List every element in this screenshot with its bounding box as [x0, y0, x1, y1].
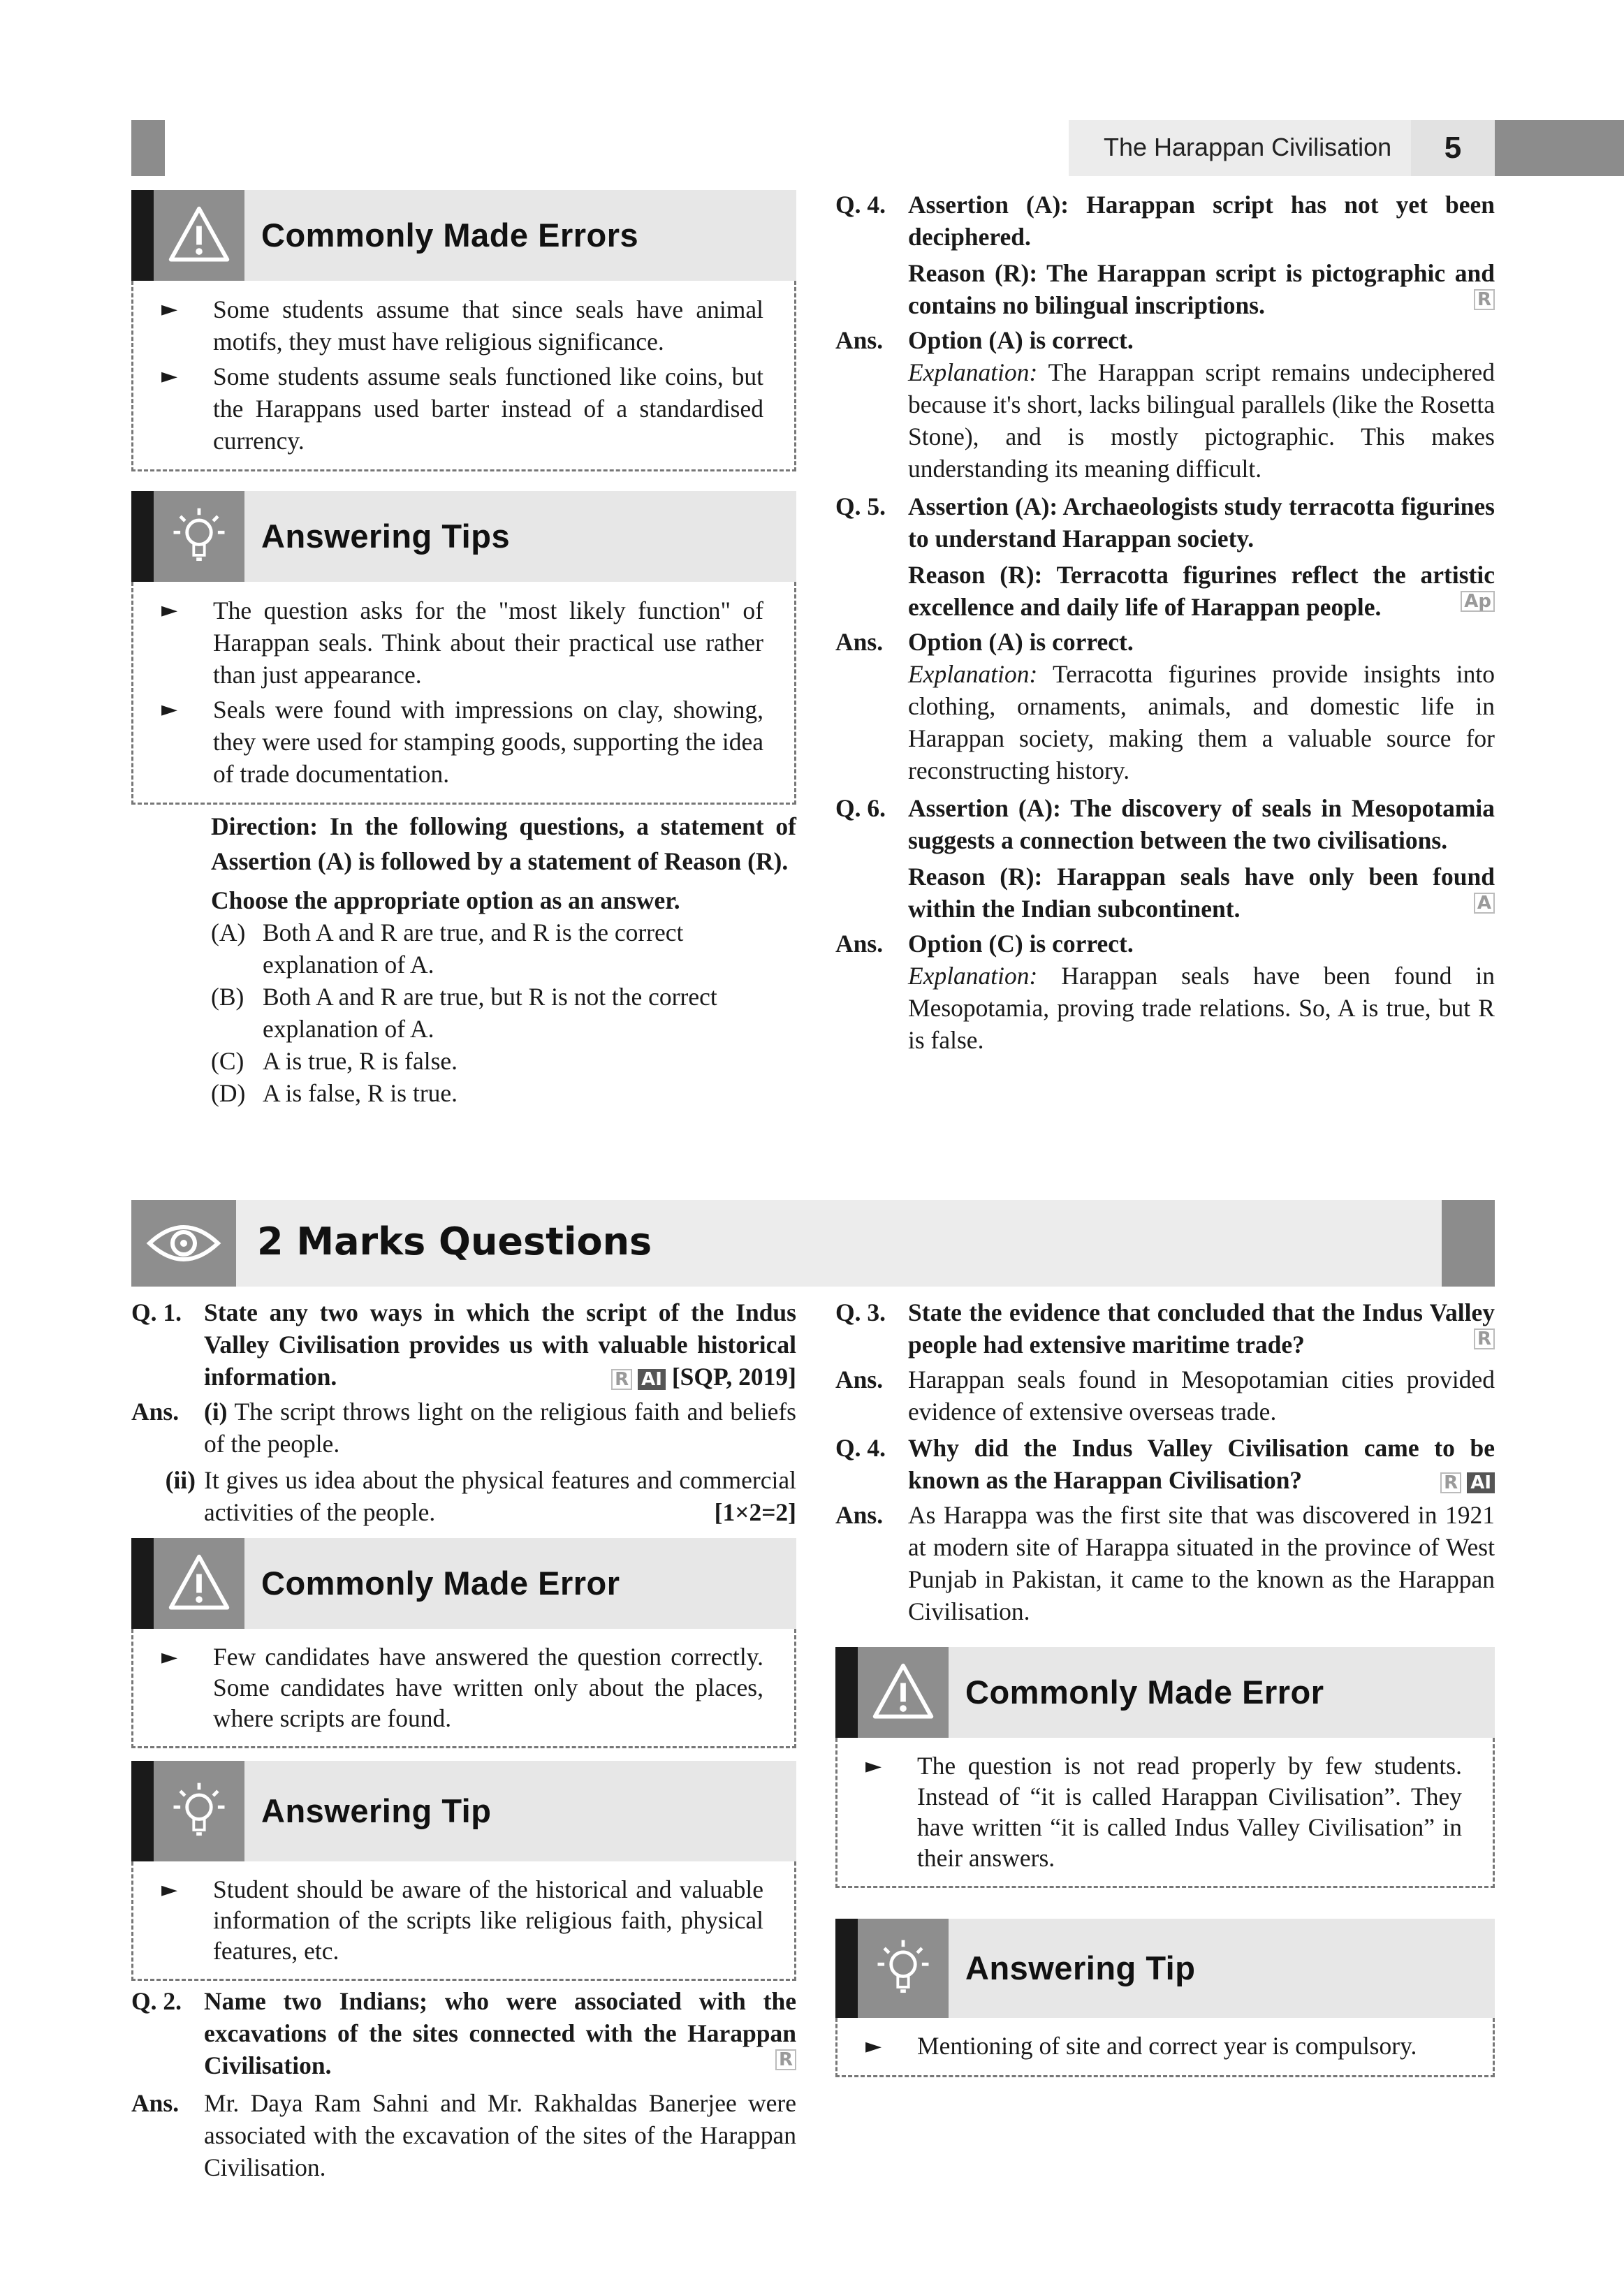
option-d: (D) A is false, R is true.: [211, 1079, 458, 1107]
question-2: Q. 2. Name two Indians; who were associated with the excavations of the sites connected with the Harappan Civilisation. R Ans. Mr. Daya Ram Sahni and Mr. Rakhaldas Banerjee were associated with the excavation of the sites of the Harappan Civilisation.: [131, 1987, 796, 2181]
arrow-bullet-icon: ►: [161, 598, 178, 622]
question-1: Q. 1. State any two ways in which the script of the Indus Valley Civilisation provides us with valuable historical information. R AI [SQP, 2019] Ans. (i) The script throws light on the religious faith and beliefs of the people. (ii) It gives us idea about the physical features and commercial activities of the people. [1×2=2]: [131, 1296, 796, 1528]
arrow-bullet-icon: ►: [161, 1645, 178, 1669]
remember-tag-icon: R: [611, 1369, 632, 1390]
direction-text: Direction: In the following questions, a statement of Assertion (A) is followed by a statement of Reason (R).: [211, 812, 796, 875]
box-title: Answering Tip: [261, 1792, 492, 1829]
lightbulb-icon: [858, 1919, 949, 2018]
list-item: ► Seals were found with impressions on clay, showing, they were used for stamping goods, supporting the idea of trade documentation.: [161, 694, 763, 790]
analyse-tag-icon: A: [1474, 893, 1495, 914]
box-header: [835, 1919, 1495, 2018]
section-title: 2 Marks Questions: [257, 1220, 652, 1264]
section-header: [131, 1200, 1495, 1287]
ai-tag-icon: AI: [638, 1369, 666, 1390]
apply-tag-icon: Ap: [1461, 591, 1495, 612]
reason-text: Reason (R): The Harappan script is pictographic and contains no bilingual inscriptions.: [908, 259, 1495, 319]
box-body: [835, 1738, 1495, 1888]
right-column-bottom: [835, 1294, 1495, 2077]
ai-tag-icon: AI: [1467, 1472, 1495, 1493]
right-column-top: [835, 186, 1495, 1056]
answering-tips-box: [131, 491, 796, 805]
list-item: ► Mentioning of site and correct year is compulsory.: [865, 2030, 1462, 2063]
remember-tag-icon: R: [775, 2049, 796, 2070]
lightbulb-icon: [154, 1761, 244, 1861]
direction-block: [211, 809, 796, 1109]
box-header: [131, 190, 796, 281]
box-title: Commonly Made Error: [261, 1565, 620, 1602]
box-body: [835, 2018, 1495, 2077]
option-c: (C) A is true, R is false.: [211, 1047, 458, 1075]
list-item: ► The question asks for the "most likely function" of Harappan seals. Think about their practical use rather than just appearance.: [161, 594, 763, 691]
warning-icon: [154, 190, 244, 281]
question-4: Q. 4. Why did the Indus Valley Civilisation came to be known as the Harappan Civilisation? R AI Ans. As Harappa was the first site that was discovered in 1921 at modern site of Harappa situated in the province of West Punjab in Pakistan, it came to the known as the Harappan Civilisation.: [835, 1434, 1495, 1625]
box-header: [131, 1761, 796, 1861]
reason-text: Reason (R): Terracotta figurines reflect the artistic excellence and daily life of Harappan people.: [908, 561, 1495, 621]
commonly-made-errors-box: [131, 190, 796, 471]
arrow-bullet-icon: ►: [161, 297, 178, 321]
box-body: [131, 281, 796, 471]
box-title: Commonly Made Error: [965, 1674, 1324, 1711]
option-a: (A) Both A and R are true, and R is the correct explanation of A.: [211, 918, 684, 979]
section-right-tab: [1442, 1200, 1495, 1287]
arrow-bullet-icon: ►: [161, 1877, 178, 1902]
remember-tag-icon: R: [1474, 289, 1495, 310]
remember-tag-icon: R: [1474, 1328, 1495, 1349]
choose-text: Choose the appropriate option as an answer.: [211, 886, 680, 914]
reason-text: Reason (R): Harappan seals have only been found within the Indian subcontinent.: [908, 863, 1495, 923]
box-header: [131, 491, 796, 582]
left-column-bottom: [131, 1294, 796, 2183]
question-6-assertion: Q. 6. Assertion (A): The discovery of seals in Mesopotamia suggests a connection between the two civilisations. Reason (R): Harappan seals have only been found within the Indian subcontinent. A Ans. Option (C) is correct. Explanation: Harappan seals have been found in Mesopotamia, proving trade relations. So, A is true, but R is false.: [835, 794, 1495, 1054]
list-item: ► Some students assume seals functioned like coins, but the Harappans used barter instead of a standardised currency.: [161, 360, 763, 457]
source-label: [SQP, 2019]: [671, 1363, 796, 1391]
commonly-made-error-box: [131, 1538, 796, 1748]
remember-tag-icon: R: [1440, 1472, 1461, 1493]
question-5-assertion: Q. 5. Assertion (A): Archaeologists study terracotta figurines to understand Harappan society. Reason (R): Terracotta figurines reflect the artistic excellence and daily life of Harappan people. Ap Ans. Option (A) is correct. Explanation: Terracotta figurines provide insights into clothing, ornaments, animals, and domestic life in Harappan society, making them a valuable source for reconstructing history.: [835, 492, 1495, 784]
question-3: Q. 3. State the evidence that concluded that the Indus Valley people had extensive maritime trade? R Ans. Harappan seals found in Mesopotamian cities provided evidence of extensive overseas trade.: [835, 1298, 1495, 1426]
box-body: [131, 1629, 796, 1748]
left-column-top: [131, 190, 796, 1109]
box-title: Answering Tips: [261, 518, 511, 555]
answering-tip-box: [131, 1761, 796, 1981]
arrow-bullet-icon: ►: [161, 364, 178, 388]
box-title: Commonly Made Errors: [261, 217, 639, 254]
header-right-tab: [1495, 120, 1624, 176]
box-header: [835, 1647, 1495, 1738]
header-left-tab: [131, 120, 165, 176]
marks-label: [1×2=2]: [714, 1498, 796, 1526]
list-item: ► Few candidates have answered the question correctly. Some candidates have written only about the places, where scripts are found.: [161, 1643, 763, 1732]
list-item: ► Some students assume that since seals have animal motifs, they must have religious significance.: [161, 293, 763, 358]
answering-tip-box: [835, 1919, 1495, 2077]
commonly-made-error-box: [835, 1647, 1495, 1888]
answer-point-ii: (ii) It gives us idea about the physical features and commercial activities of the people. [1×2=2]: [131, 1464, 796, 1528]
warning-icon: [858, 1647, 949, 1738]
box-header: [131, 1538, 796, 1629]
question-4-assertion: Q. 4. Assertion (A): Harappan script has not yet been deciphered. Reason (R): The Harappan script is pictographic and contains no bilingual inscriptions. R Ans. Option (A) is correct. Explanation: The Harappan script remains undeciphered because it's short, lacks bilingual parallels (like the Rosetta Stone), and is mostly pictographic. This makes understanding its meaning difficult.: [835, 191, 1495, 483]
chapter-title: The Harappan Civilisation: [1104, 133, 1392, 161]
arrow-bullet-icon: ►: [865, 1754, 882, 1778]
arrow-bullet-icon: ►: [161, 697, 178, 722]
box-body: [131, 1861, 796, 1981]
lightbulb-icon: [154, 491, 244, 582]
arrow-bullet-icon: ►: [865, 2034, 882, 2058]
list-item: ► Student should be aware of the historical and valuable information of the scripts like religious faith, physical features, etc.: [161, 1875, 763, 1965]
box-body: [131, 582, 796, 805]
warning-icon: [154, 1538, 244, 1629]
box-title: Answering Tip: [965, 1949, 1196, 1986]
list-item: ► The question is not read properly by few students. Instead of “it is called Harappan Civilisation”. They have written “it is called Indus Valley Civilisation” in their answers.: [865, 1752, 1462, 1872]
page-number: 5: [1411, 120, 1495, 176]
eye-icon: [131, 1200, 236, 1287]
option-b: (B) Both A and R are true, but R is not the correct explanation of A.: [211, 983, 717, 1043]
